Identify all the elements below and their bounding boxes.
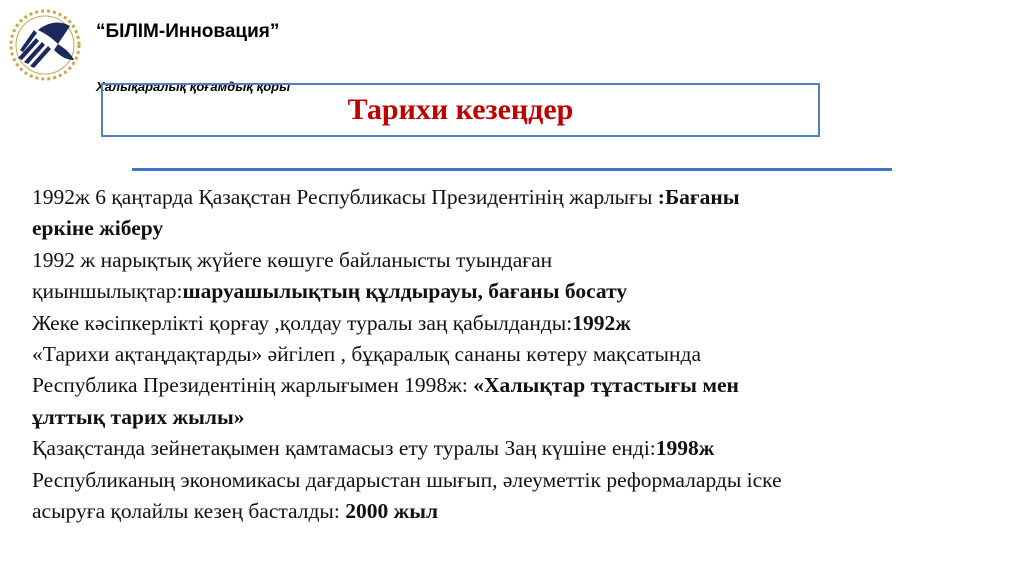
organization-logo: [8, 8, 82, 82]
line-plain: Қазақстанда зейнетақымен қамтамасыз ету туралы Заң күшіне енді:: [32, 436, 656, 461]
line-bold: 1992ж: [572, 310, 631, 335]
line-bold: 1998ж: [655, 436, 715, 461]
line-bold: ұлттық тарих жылы»: [32, 404, 245, 429]
line-bold: еркіне жіберу: [32, 216, 164, 241]
text-line: [32, 465, 1007, 496]
line-plain: асыруға қолайлы кезең басталды:: [32, 499, 346, 524]
line-bold: 2000 жыл: [345, 499, 439, 524]
line-plain: қиыншылықтар:: [32, 279, 183, 304]
organization-name: “БІЛІМ-Инновация”: [96, 21, 280, 42]
line-plain: 1992 ж нарықтық жүйеге көшуге байланысты туындаған: [32, 247, 553, 272]
text-line: [32, 339, 1007, 370]
organization-subtitle: Халықаралық қоғамдық қоры: [96, 79, 291, 94]
line-plain: Республиканың экономикасы дағдарыстан шығып, әлеуметтік реформаларды іске: [32, 467, 782, 492]
text-line: [32, 245, 1007, 276]
line-bold: :Бағаны: [657, 185, 740, 209]
text-line: [32, 213, 1007, 244]
line-plain: Республика Президентінің жарлығымен 1998ж:: [32, 373, 474, 398]
text-line: [32, 402, 1007, 433]
line-plain: 1992ж 6 қаңтарда Қазақстан Республикасы Президентінің жарлығы: [32, 185, 658, 209]
line-plain: «Тарихи ақтаңдақтарды» әйгілеп , бұқаралық сананы көтеру мақсатында: [32, 342, 701, 367]
line-plain: Жеке кәсіпкерлікті қорғау ,қолдау туралы заң қабылданды:: [32, 310, 573, 335]
text-line: [32, 308, 1007, 339]
page-title: Тарихи кезеңдер: [347, 93, 574, 126]
text-line: [32, 433, 1007, 464]
text-line: [32, 496, 1007, 527]
title-underline: [132, 168, 892, 171]
line-bold: «Халықтар тұтастығы мен: [473, 373, 739, 398]
text-line: [32, 276, 1007, 307]
timeline-text: [32, 182, 1007, 527]
text-line: [32, 182, 1007, 213]
text-line: [32, 370, 1007, 401]
line-bold: шаруашылықтың құлдырауы, бағаны босату: [182, 279, 628, 304]
